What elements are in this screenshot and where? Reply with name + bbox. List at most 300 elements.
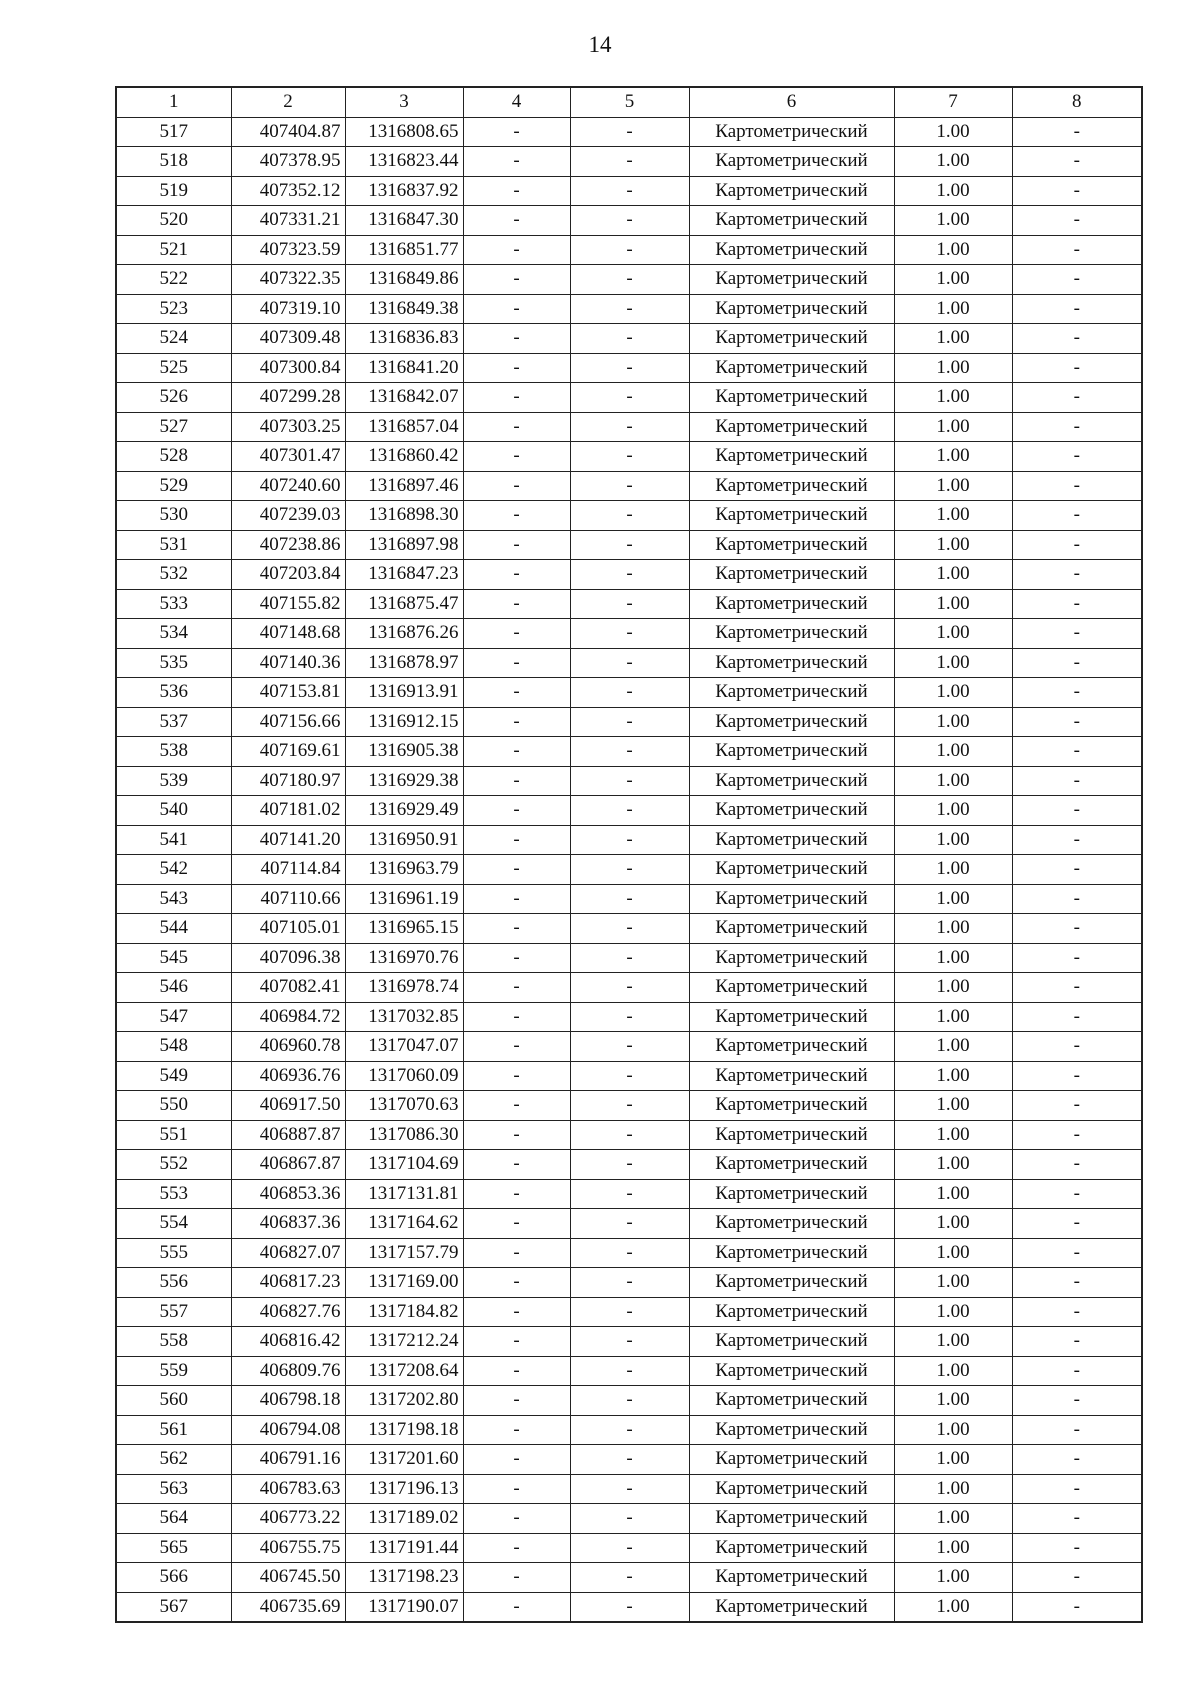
x-coordinate-cell: 406809.76 [231,1356,345,1386]
x-coordinate-cell: 407169.61 [231,737,345,767]
point-number-cell: 519 [116,176,231,206]
col8-cell: - [1012,737,1142,767]
col4-cell: - [463,1533,570,1563]
method-cell: Картометрический [689,1002,894,1032]
col5-cell: - [570,973,689,1003]
table-row [116,619,1142,649]
table-row [116,707,1142,737]
x-coordinate-cell: 407203.84 [231,560,345,590]
method-cell: Картометрический [689,973,894,1003]
accuracy-cell: 1.00 [894,206,1012,236]
col4-cell: - [463,1120,570,1150]
method-cell: Картометрический [689,766,894,796]
y-coordinate-cell: 1316857.04 [345,412,463,442]
table-row [116,1032,1142,1062]
col5-cell: - [570,1209,689,1239]
col8-cell: - [1012,147,1142,177]
col5-cell: - [570,353,689,383]
col4-cell: - [463,796,570,826]
x-coordinate-cell: 407140.36 [231,648,345,678]
method-cell: Картометрический [689,294,894,324]
point-number-cell: 545 [116,943,231,973]
x-coordinate-cell: 406755.75 [231,1533,345,1563]
col8-cell: - [1012,176,1142,206]
column-header: 2 [231,87,345,117]
table-header-row [116,87,1142,117]
col4-cell: - [463,914,570,944]
col5-cell: - [570,560,689,590]
x-coordinate-cell: 406917.50 [231,1091,345,1121]
x-coordinate-cell: 407238.86 [231,530,345,560]
x-coordinate-cell: 407309.48 [231,324,345,354]
method-cell: Картометрический [689,619,894,649]
y-coordinate-cell: 1317157.79 [345,1238,463,1268]
col5-cell: - [570,265,689,295]
table-row [116,1268,1142,1298]
accuracy-cell: 1.00 [894,589,1012,619]
col4-cell: - [463,235,570,265]
col4-cell: - [463,176,570,206]
x-coordinate-cell: 406745.50 [231,1563,345,1593]
x-coordinate-cell: 407153.81 [231,678,345,708]
col4-cell: - [463,855,570,885]
point-number-cell: 564 [116,1504,231,1534]
table-row [116,1445,1142,1475]
table-row [116,973,1142,1003]
x-coordinate-cell: 407404.87 [231,117,345,147]
point-number-cell: 535 [116,648,231,678]
col8-cell: - [1012,1327,1142,1357]
col5-cell: - [570,1592,689,1622]
col8-cell: - [1012,1032,1142,1062]
table-row [116,1238,1142,1268]
col5-cell: - [570,825,689,855]
method-cell: Картометрический [689,1268,894,1298]
col4-cell: - [463,1091,570,1121]
x-coordinate-cell: 407323.59 [231,235,345,265]
table-row [116,943,1142,973]
y-coordinate-cell: 1316898.30 [345,501,463,531]
col8-cell: - [1012,619,1142,649]
accuracy-cell: 1.00 [894,1386,1012,1416]
table-row [116,383,1142,413]
column-header: 3 [345,87,463,117]
col8-cell: - [1012,1415,1142,1445]
point-number-cell: 529 [116,471,231,501]
x-coordinate-cell: 407114.84 [231,855,345,885]
y-coordinate-cell: 1316905.38 [345,737,463,767]
accuracy-cell: 1.00 [894,560,1012,590]
col5-cell: - [570,530,689,560]
point-number-cell: 544 [116,914,231,944]
method-cell: Картометрический [689,1120,894,1150]
accuracy-cell: 1.00 [894,1445,1012,1475]
col8-cell: - [1012,1356,1142,1386]
x-coordinate-cell: 407082.41 [231,973,345,1003]
col5-cell: - [570,1297,689,1327]
column-header: 7 [894,87,1012,117]
col5-cell: - [570,324,689,354]
y-coordinate-cell: 1316823.44 [345,147,463,177]
col5-cell: - [570,412,689,442]
point-number-cell: 522 [116,265,231,295]
y-coordinate-cell: 1317164.62 [345,1209,463,1239]
col4-cell: - [463,884,570,914]
accuracy-cell: 1.00 [894,530,1012,560]
table-row [116,914,1142,944]
col8-cell: - [1012,1120,1142,1150]
x-coordinate-cell: 406867.87 [231,1150,345,1180]
col8-cell: - [1012,1474,1142,1504]
accuracy-cell: 1.00 [894,1002,1012,1032]
x-coordinate-cell: 407105.01 [231,914,345,944]
accuracy-cell: 1.00 [894,766,1012,796]
y-coordinate-cell: 1317032.85 [345,1002,463,1032]
x-coordinate-cell: 407319.10 [231,294,345,324]
col8-cell: - [1012,501,1142,531]
method-cell: Картометрический [689,501,894,531]
accuracy-cell: 1.00 [894,1209,1012,1239]
y-coordinate-cell: 1317169.00 [345,1268,463,1298]
accuracy-cell: 1.00 [894,235,1012,265]
y-coordinate-cell: 1317086.30 [345,1120,463,1150]
x-coordinate-cell: 406853.36 [231,1179,345,1209]
accuracy-cell: 1.00 [894,1091,1012,1121]
y-coordinate-cell: 1316876.26 [345,619,463,649]
page-number: 14 [588,32,612,57]
col4-cell: - [463,206,570,236]
table-row [116,1386,1142,1416]
point-number-cell: 561 [116,1415,231,1445]
point-number-cell: 563 [116,1474,231,1504]
table-row [116,766,1142,796]
accuracy-cell: 1.00 [894,1297,1012,1327]
point-number-cell: 543 [116,884,231,914]
accuracy-cell: 1.00 [894,1179,1012,1209]
y-coordinate-cell: 1316929.38 [345,766,463,796]
col8-cell: - [1012,235,1142,265]
col8-cell: - [1012,1445,1142,1475]
col8-cell: - [1012,324,1142,354]
accuracy-cell: 1.00 [894,1032,1012,1062]
column-header: 8 [1012,87,1142,117]
col8-cell: - [1012,1091,1142,1121]
col5-cell: - [570,1179,689,1209]
y-coordinate-cell: 1317070.63 [345,1091,463,1121]
table-row [116,648,1142,678]
table-row [116,1327,1142,1357]
col5-cell: - [570,855,689,885]
col8-cell: - [1012,855,1142,885]
table-row [116,324,1142,354]
x-coordinate-cell: 406773.22 [231,1504,345,1534]
col5-cell: - [570,1563,689,1593]
table-row [116,471,1142,501]
col5-cell: - [570,294,689,324]
table-row [116,825,1142,855]
col5-cell: - [570,1356,689,1386]
table-row [116,589,1142,619]
point-number-cell: 551 [116,1120,231,1150]
table-row [116,1120,1142,1150]
y-coordinate-cell: 1317047.07 [345,1032,463,1062]
col4-cell: - [463,678,570,708]
y-coordinate-cell: 1316897.46 [345,471,463,501]
col5-cell: - [570,1415,689,1445]
point-number-cell: 567 [116,1592,231,1622]
table-body [116,117,1142,1622]
y-coordinate-cell: 1316836.83 [345,324,463,354]
col8-cell: - [1012,1563,1142,1593]
x-coordinate-cell: 407331.21 [231,206,345,236]
col8-cell: - [1012,825,1142,855]
col5-cell: - [570,471,689,501]
point-number-cell: 560 [116,1386,231,1416]
x-coordinate-cell: 406827.76 [231,1297,345,1327]
y-coordinate-cell: 1316965.15 [345,914,463,944]
col8-cell: - [1012,589,1142,619]
y-coordinate-cell: 1316897.98 [345,530,463,560]
accuracy-cell: 1.00 [894,1238,1012,1268]
col4-cell: - [463,1209,570,1239]
col5-cell: - [570,1445,689,1475]
y-coordinate-cell: 1316878.97 [345,648,463,678]
method-cell: Картометрический [689,1061,894,1091]
table-row [116,796,1142,826]
x-coordinate-cell: 406984.72 [231,1002,345,1032]
col4-cell: - [463,1179,570,1209]
y-coordinate-cell: 1316849.86 [345,265,463,295]
col4-cell: - [463,1415,570,1445]
col8-cell: - [1012,1150,1142,1180]
x-coordinate-cell: 406960.78 [231,1032,345,1062]
table-row [116,1474,1142,1504]
table-row [116,1150,1142,1180]
col4-cell: - [463,707,570,737]
y-coordinate-cell: 1316847.23 [345,560,463,590]
y-coordinate-cell: 1317196.13 [345,1474,463,1504]
col4-cell: - [463,766,570,796]
accuracy-cell: 1.00 [894,1120,1012,1150]
col4-cell: - [463,117,570,147]
col5-cell: - [570,766,689,796]
col8-cell: - [1012,442,1142,472]
table-row [116,1091,1142,1121]
point-number-cell: 552 [116,1150,231,1180]
accuracy-cell: 1.00 [894,176,1012,206]
point-number-cell: 521 [116,235,231,265]
method-cell: Картометрический [689,1445,894,1475]
method-cell: Картометрический [689,1386,894,1416]
x-coordinate-cell: 407299.28 [231,383,345,413]
method-cell: Картометрический [689,235,894,265]
col4-cell: - [463,147,570,177]
col8-cell: - [1012,294,1142,324]
column-header: 1 [116,87,231,117]
col5-cell: - [570,206,689,236]
x-coordinate-cell: 407322.35 [231,265,345,295]
accuracy-cell: 1.00 [894,678,1012,708]
y-coordinate-cell: 1316929.49 [345,796,463,826]
col5-cell: - [570,737,689,767]
accuracy-cell: 1.00 [894,383,1012,413]
col8-cell: - [1012,1504,1142,1534]
accuracy-cell: 1.00 [894,796,1012,826]
method-cell: Картометрический [689,737,894,767]
table-row [116,1297,1142,1327]
x-coordinate-cell: 407239.03 [231,501,345,531]
y-coordinate-cell: 1317131.81 [345,1179,463,1209]
point-number-cell: 556 [116,1268,231,1298]
accuracy-cell: 1.00 [894,884,1012,914]
col4-cell: - [463,1356,570,1386]
x-coordinate-cell: 406837.36 [231,1209,345,1239]
method-cell: Картометрический [689,884,894,914]
col5-cell: - [570,501,689,531]
col4-cell: - [463,1238,570,1268]
point-number-cell: 558 [116,1327,231,1357]
accuracy-cell: 1.00 [894,648,1012,678]
col8-cell: - [1012,707,1142,737]
accuracy-cell: 1.00 [894,324,1012,354]
x-coordinate-cell: 406735.69 [231,1592,345,1622]
x-coordinate-cell: 407148.68 [231,619,345,649]
col4-cell: - [463,324,570,354]
x-coordinate-cell: 407181.02 [231,796,345,826]
col5-cell: - [570,1061,689,1091]
col5-cell: - [570,707,689,737]
col8-cell: - [1012,1592,1142,1622]
y-coordinate-cell: 1317184.82 [345,1297,463,1327]
table-row [116,1061,1142,1091]
table-row [116,117,1142,147]
col8-cell: - [1012,1238,1142,1268]
col4-cell: - [463,1445,570,1475]
col4-cell: - [463,1032,570,1062]
x-coordinate-cell: 407156.66 [231,707,345,737]
table-row [116,1504,1142,1534]
y-coordinate-cell: 1317191.44 [345,1533,463,1563]
method-cell: Картометрический [689,265,894,295]
x-coordinate-cell: 406783.63 [231,1474,345,1504]
point-number-cell: 541 [116,825,231,855]
point-number-cell: 555 [116,1238,231,1268]
x-coordinate-cell: 406827.07 [231,1238,345,1268]
col8-cell: - [1012,648,1142,678]
point-number-cell: 550 [116,1091,231,1121]
method-cell: Картометрический [689,1327,894,1357]
col5-cell: - [570,1386,689,1416]
method-cell: Картометрический [689,1209,894,1239]
accuracy-cell: 1.00 [894,442,1012,472]
point-number-cell: 549 [116,1061,231,1091]
point-number-cell: 527 [116,412,231,442]
point-number-cell: 566 [116,1563,231,1593]
method-cell: Картометрический [689,1415,894,1445]
table-row [116,884,1142,914]
point-number-cell: 547 [116,1002,231,1032]
point-number-cell: 518 [116,147,231,177]
col4-cell: - [463,471,570,501]
table-row [116,530,1142,560]
y-coordinate-cell: 1317104.69 [345,1150,463,1180]
table-row [116,412,1142,442]
col5-cell: - [570,235,689,265]
col4-cell: - [463,1474,570,1504]
coordinates-table [115,86,1143,1623]
point-number-cell: 554 [116,1209,231,1239]
method-cell: Картометрический [689,914,894,944]
y-coordinate-cell: 1317202.80 [345,1386,463,1416]
method-cell: Картометрический [689,324,894,354]
method-cell: Картометрический [689,1563,894,1593]
accuracy-cell: 1.00 [894,501,1012,531]
point-number-cell: 525 [116,353,231,383]
method-cell: Картометрический [689,1179,894,1209]
col4-cell: - [463,737,570,767]
x-coordinate-cell: 406798.18 [231,1386,345,1416]
col5-cell: - [570,884,689,914]
method-cell: Картометрический [689,1150,894,1180]
method-cell: Картометрический [689,943,894,973]
table-row [116,235,1142,265]
y-coordinate-cell: 1316912.15 [345,707,463,737]
col8-cell: - [1012,943,1142,973]
col8-cell: - [1012,353,1142,383]
table-row [116,176,1142,206]
method-cell: Картометрический [689,1032,894,1062]
col4-cell: - [463,1268,570,1298]
method-cell: Картометрический [689,1474,894,1504]
col8-cell: - [1012,1209,1142,1239]
col8-cell: - [1012,412,1142,442]
accuracy-cell: 1.00 [894,737,1012,767]
y-coordinate-cell: 1316851.77 [345,235,463,265]
method-cell: Картометрический [689,383,894,413]
method-cell: Картометрический [689,589,894,619]
col5-cell: - [570,1002,689,1032]
y-coordinate-cell: 1316978.74 [345,973,463,1003]
method-cell: Картометрический [689,1504,894,1534]
point-number-cell: 533 [116,589,231,619]
table-row [116,1209,1142,1239]
method-cell: Картометрический [689,1533,894,1563]
col5-cell: - [570,383,689,413]
col4-cell: - [463,943,570,973]
accuracy-cell: 1.00 [894,1061,1012,1091]
point-number-cell: 537 [116,707,231,737]
x-coordinate-cell: 407352.12 [231,176,345,206]
accuracy-cell: 1.00 [894,1415,1012,1445]
table-row [116,147,1142,177]
x-coordinate-cell: 406794.08 [231,1415,345,1445]
method-cell: Картометрический [689,117,894,147]
y-coordinate-cell: 1316950.91 [345,825,463,855]
table-row [116,1002,1142,1032]
method-cell: Картометрический [689,176,894,206]
point-number-cell: 524 [116,324,231,354]
table-row [116,1563,1142,1593]
accuracy-cell: 1.00 [894,707,1012,737]
column-header: 4 [463,87,570,117]
table-row [116,1592,1142,1622]
accuracy-cell: 1.00 [894,1327,1012,1357]
point-number-cell: 548 [116,1032,231,1062]
col5-cell: - [570,1533,689,1563]
method-cell: Картометрический [689,353,894,383]
y-coordinate-cell: 1316860.42 [345,442,463,472]
col4-cell: - [463,501,570,531]
